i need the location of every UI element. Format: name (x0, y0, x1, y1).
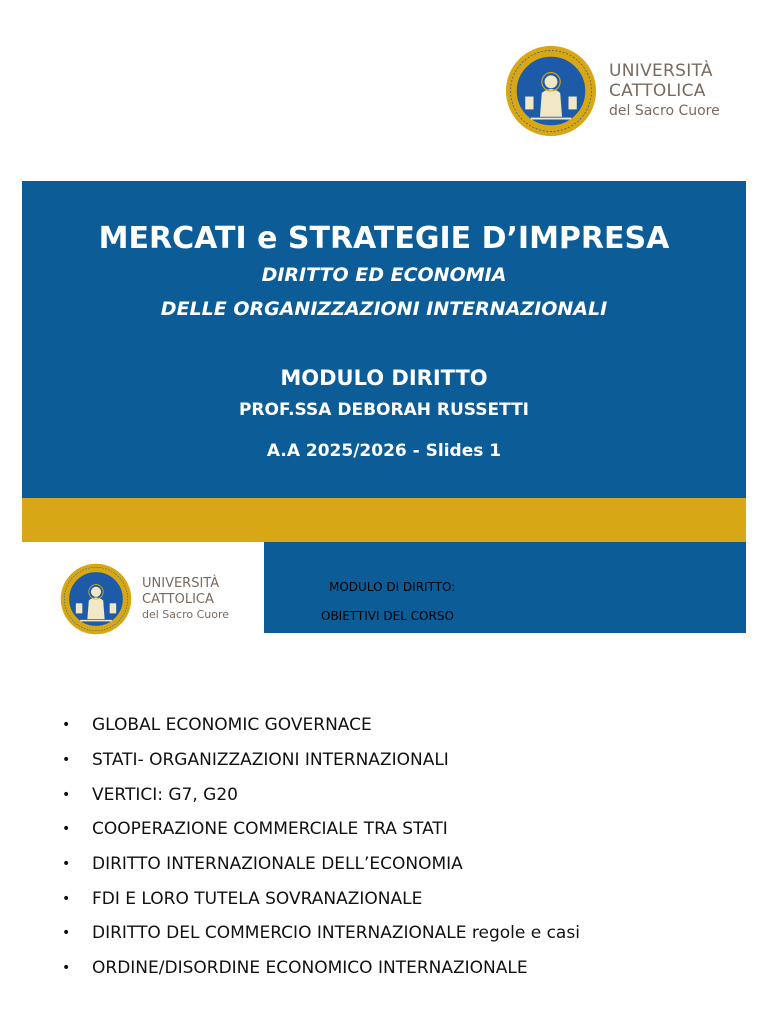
university-logo-secondary (60, 563, 250, 635)
list-item: • FDI E LORO TUTELA SOVRANAZIONALE (62, 888, 423, 909)
logo-text-cattolica: CATTOLICA (142, 592, 214, 607)
bullet-icon: • (62, 786, 71, 803)
list-item: • DIRITTO INTERNAZIONALE DELL’ECONOMIA (62, 854, 463, 875)
course-subtitle-line2: DELLE ORGANIZZAZIONI INTERNAZIONALI (160, 298, 608, 320)
gold-divider-band (22, 498, 746, 542)
logo-text-sacro-cuore: del Sacro Cuore (142, 608, 230, 621)
bullet-icon: • (62, 717, 71, 734)
logo-text-sacro-cuore: del Sacro Cuore (609, 103, 720, 119)
section-title: MODULO DI DIRITTO: (329, 580, 456, 594)
section-subtitle: OBIETTIVI DEL CORSO (321, 609, 454, 623)
professor-name: PROF.SSA DEBORAH RUSSETTI (238, 400, 530, 420)
bullet-icon: • (62, 925, 71, 942)
university-logo-top (505, 45, 720, 137)
logo-text-universita: UNIVERSITÀ (142, 576, 220, 591)
list-item: • DIRITTO DEL COMMERCIO INTERNAZIONALE regole e casi (62, 923, 580, 944)
module-name: MODULO DIRITTO (280, 366, 488, 390)
list-item: • VERTICI: G7, G20 (62, 784, 238, 805)
bullet-icon: • (62, 752, 71, 769)
list-item: • STATI- ORGANIZZAZIONI INTERNAZIONALI (62, 750, 449, 771)
bullet-icon: • (62, 821, 71, 838)
university-seal-icon (505, 45, 597, 137)
list-item: • COOPERAZIONE COMMERCIALE TRA STATI (62, 819, 448, 840)
bullet-icon: • (62, 856, 71, 873)
academic-year: A.A 2025/2026 - Slides 1 (266, 441, 502, 461)
objectives-list (62, 708, 580, 986)
university-seal-icon (60, 563, 132, 635)
logo-text-universita: UNIVERSITÀ (609, 61, 713, 81)
bullet-icon: • (62, 890, 71, 907)
course-subtitle-line1: DIRITTO ED ECONOMIA (261, 264, 507, 286)
logo-text-cattolica: CATTOLICA (609, 81, 706, 101)
bullet-icon: • (62, 960, 71, 977)
list-item: • GLOBAL ECONOMIC GOVERNACE (62, 715, 372, 736)
course-title: MERCATI e STRATEGIE D’IMPRESA (98, 221, 670, 256)
list-item: • ORDINE/DISORDINE ECONOMICO INTERNAZIONALE (62, 958, 528, 979)
title-block (22, 181, 746, 498)
section-header-band (264, 542, 746, 633)
